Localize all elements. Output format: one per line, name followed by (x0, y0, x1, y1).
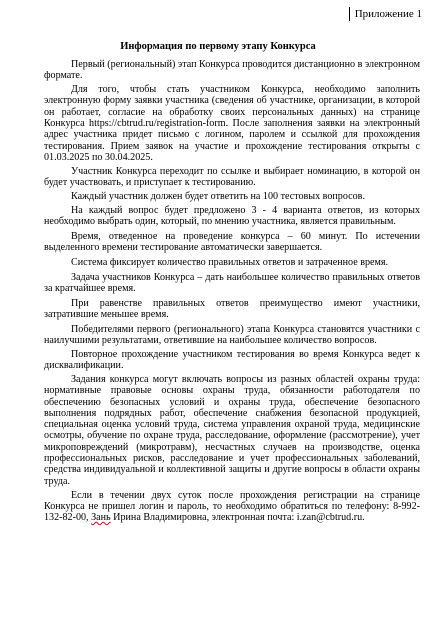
contact-text-before: Если в течении двух суток после прохождения регистрации на странице Конкурса не пришел логин и пароль, то необходимо обратиться по телефону: 8-992-132-82-00, (44, 489, 420, 524)
text-cursor (349, 7, 350, 21)
document-body (44, 59, 420, 526)
paragraph-disqualification: Повторное прохождение участником тестирования во время Конкурса ведет к дисквалификации. (44, 348, 420, 372)
paragraph-answer-options: На каждый вопрос будет предложено 3 - 4 варианта ответов, из которых необходимо выбрать один, который, по мнению участника, является правильным. (44, 204, 420, 228)
paragraph-task: Задача участников Конкурса – дать наибольшее количество правильных ответов за кратчайшее время. (44, 271, 420, 294)
paragraph-question-count: Каждый участник должен будет ответить на 100 тестовых вопросов. (71, 191, 365, 203)
paragraph-nomination: Участник Конкурса переходит по ссылке и выбирает номинацию, в которой он будет участвовать, и приступает к тестированию. (44, 165, 420, 189)
contact-text-after: Ирина Владимировна, электронная почта: i.zan@cbtrud.ru. (110, 512, 365, 524)
paragraph-tie-break: При равенстве правильных ответов преимущество имеют участники, затратившие меньшее время. (44, 297, 420, 320)
paragraph-time-limit: Время, отведенное на проведение конкурса – 60 минут. По истечении выделенного времени тестирование автоматически завершается. (44, 230, 420, 254)
paragraph-registration: Для того, чтобы стать участником Конкурса, необходимо заполнить электронную форму заявки участника (сведения об участнике, организации, в которой он работает, согласие на обработку своих персональных данных) на странице Конкурса https://cbtrud.ru/registration-form. После заполнения заявки на электронный адрес участника придет письмо с логином, паролем и ссылкой для прохождения тестирования. Прием заявок на участие и прохождение тестирования открыты с 01.03.2025 по 30.04.2025. (44, 84, 420, 163)
paragraph-topics: Задания конкурса могут включать вопросы из разных областей охраны труда: нормативные правовые основы охраны труда, обязанности работодателя по обеспечению безопасных условий и охраны труда, обеспечение безопасного выполнения подрядных работ, обеспечение снабжения безопасной продукцией, специальная оценка условий труда, система управления охраной труда, медицинские осмотры, обучение по охране труда, расследование, оформление (рассмотрение), учет микроповреждений (микротравм), несчастных случаев на производстве, оценка профессиональных рисков, расследование и учет профессиональных заболеваний, средства индивидуальной и коллективной защиты и другие вопросы в области охраны труда. (44, 373, 420, 487)
document-title: Информация по первому этапу Конкурса (120, 41, 316, 52)
contact-surname: Зань (91, 512, 111, 524)
appendix-label: Приложение 1 (354, 8, 422, 20)
paragraph-winners: Победителями первого (регионального) этапа Конкурса становятся участники с наилучшими результатами, ответившие на наибольшее количество вопросов. (44, 323, 420, 346)
paragraph-stage-format: Первый (региональный) этап Конкурса проводится дистанционно в электронном формате. (44, 59, 420, 82)
paragraph-contact (44, 490, 420, 524)
paragraph-scoring: Система фиксирует количество правильных ответов и затраченное время. (71, 256, 389, 268)
